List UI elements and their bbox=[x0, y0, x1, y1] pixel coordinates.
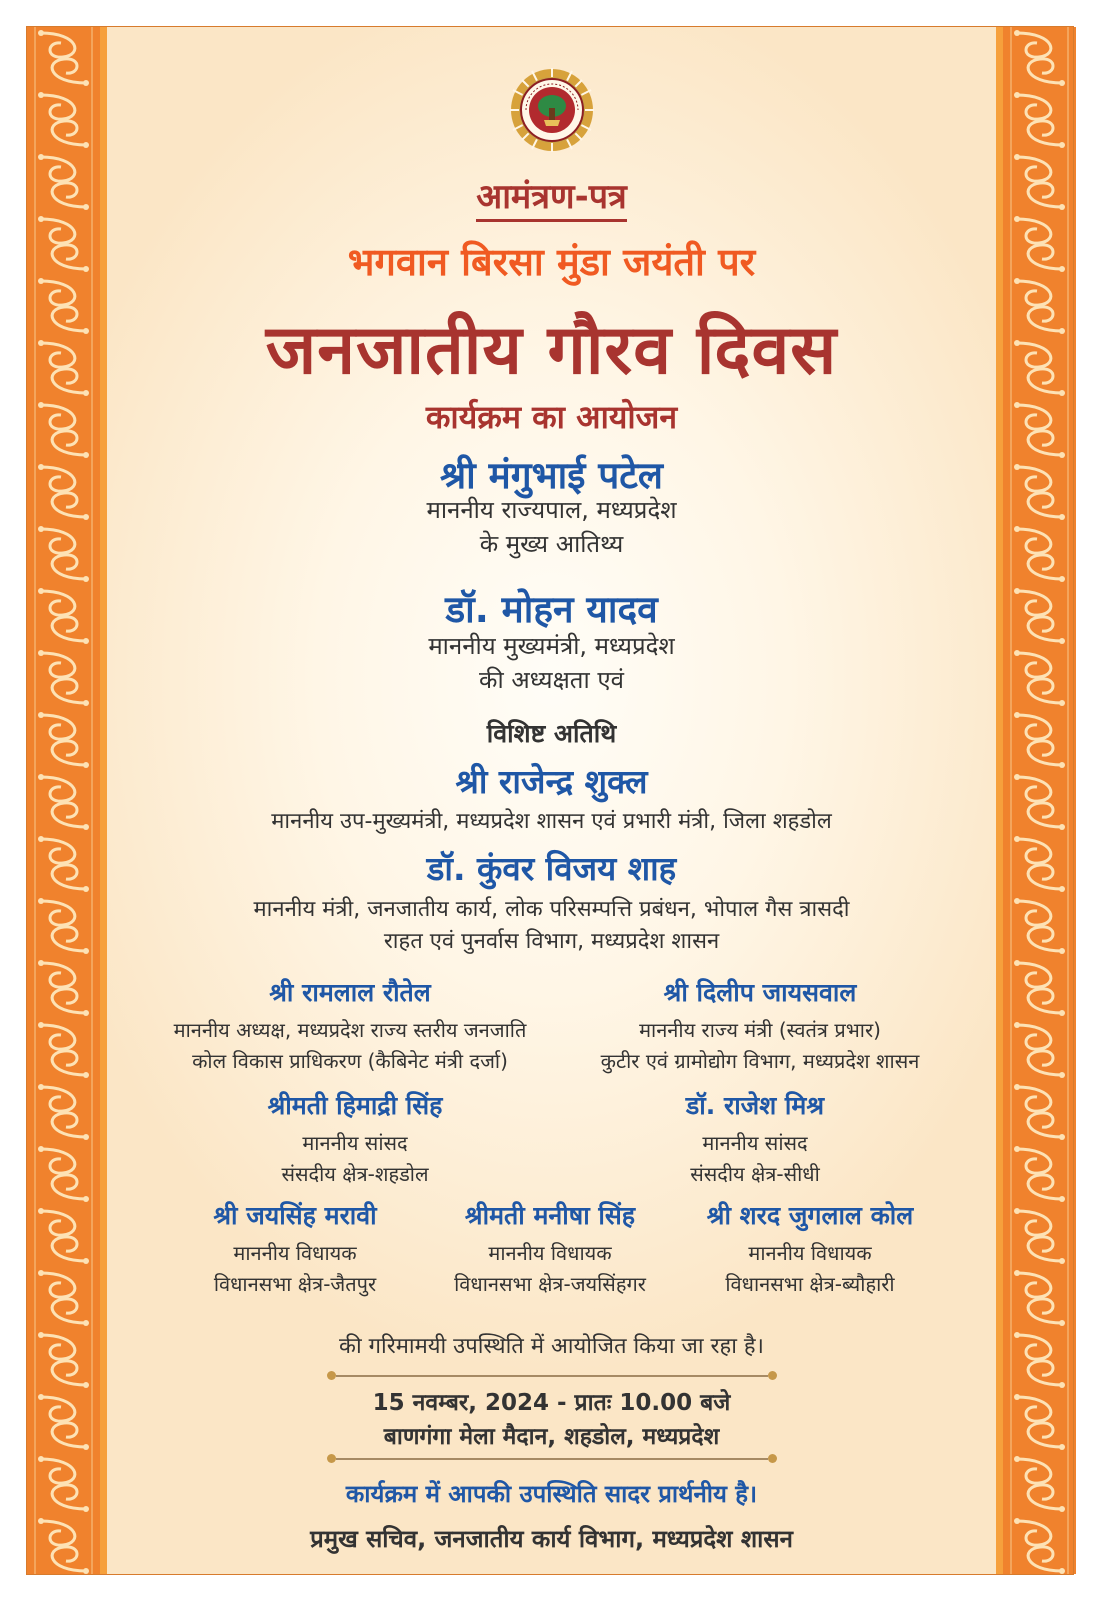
guest-card bbox=[560, 975, 960, 1077]
guest-card bbox=[400, 1198, 700, 1300]
guest-department: कोल विकास प्राधिकरण (कैबिनेट मंत्री दर्जा) bbox=[192, 1049, 508, 1073]
special-guest-name: डॉ. कुंवर विजय शाह bbox=[426, 849, 677, 888]
guest-card bbox=[140, 975, 560, 1077]
guest-name: डॉ. राजेश मिश्र bbox=[685, 1091, 825, 1120]
mp-government-emblem-icon bbox=[510, 68, 594, 152]
guest-name: श्री शरद जुगलाल कोल bbox=[706, 1201, 914, 1230]
divider-dot bbox=[327, 1371, 336, 1380]
chief-guest-name: श्री मंगुभाई पटेल bbox=[439, 454, 663, 497]
divider-line bbox=[336, 1375, 768, 1377]
guest-card bbox=[660, 1198, 960, 1300]
guest-name: श्रीमती हिमाद्री सिंह bbox=[267, 1091, 443, 1120]
guest-card bbox=[600, 1088, 910, 1190]
guest-name: श्री रामलाल रौतेल bbox=[269, 978, 431, 1007]
event-venue: बाणगंगा मेला मैदान, शहडोल, मध्यप्रदेश bbox=[383, 1424, 720, 1450]
guest-constituency: संसदीय क्षेत्र-सीधी bbox=[690, 1162, 820, 1186]
event-subtitle: कार्यक्रम का आयोजन bbox=[425, 398, 678, 436]
divider-dot bbox=[327, 1454, 336, 1463]
special-guest-designation: माननीय मंत्री, जनजातीय कार्य, लोक परिसम्पत्ति प्रबंधन, भोपाल गैस त्रासदी bbox=[253, 897, 850, 922]
guest-designation: माननीय विधायक bbox=[233, 1241, 357, 1265]
guest-card bbox=[150, 1198, 440, 1300]
divider-dot bbox=[768, 1371, 777, 1380]
occasion-line: भगवान बिरसा मुंडा जयंती पर bbox=[347, 240, 756, 284]
chief-guest-role: के मुख्य आतिथ्य bbox=[479, 530, 624, 558]
special-guest-name: श्री राजेन्द्र शुक्ल bbox=[455, 762, 648, 801]
presiding-guest-name: डॉ. मोहन यादव bbox=[445, 588, 658, 631]
guest-designation: माननीय सांसद bbox=[702, 1131, 808, 1155]
guest-department: कुटीर एवं ग्रामोद्योग विभाग, मध्यप्रदेश शासन bbox=[600, 1049, 920, 1073]
presiding-guest-designation: माननीय मुख्यमंत्री, मध्यप्रदेश bbox=[428, 632, 675, 660]
guest-designation: माननीय विधायक bbox=[748, 1241, 872, 1265]
divider-line bbox=[336, 1458, 768, 1460]
guest-constituency: विधानसभा क्षेत्र-जयसिंहगर bbox=[454, 1272, 646, 1296]
guest-name: श्री जयसिंह मरावी bbox=[213, 1201, 377, 1230]
special-guest-designation: माननीय उप-मुख्यमंत्री, मध्यप्रदेश शासन एवं प्रभारी मंत्री, जिला शहडोल bbox=[271, 809, 832, 834]
special-guest-department: राहत एवं पुनर्वास विभाग, मध्यप्रदेश शासन bbox=[383, 929, 720, 954]
divider-dot bbox=[768, 1454, 777, 1463]
guest-designation: माननीय विधायक bbox=[488, 1241, 612, 1265]
presiding-guest-role: की अध्यक्षता एवं bbox=[479, 666, 624, 694]
guest-card bbox=[200, 1088, 510, 1190]
chief-guest-designation: माननीय राज्यपाल, मध्यप्रदेश bbox=[426, 496, 677, 524]
event-title: जनजातीय गौरव दिवस bbox=[265, 310, 838, 390]
guest-name: श्री दिलीप जायसवाल bbox=[663, 978, 857, 1007]
guest-constituency: विधानसभा क्षेत्र-जैतपुर bbox=[213, 1272, 377, 1296]
request-line: कार्यक्रम में आपकी उपस्थिति सादर प्रार्थनीय है। bbox=[345, 1480, 758, 1508]
guest-name: श्रीमती मनीषा सिंह bbox=[464, 1201, 636, 1230]
guest-constituency: संसदीय क्षेत्र-शहडोल bbox=[281, 1162, 429, 1186]
guest-constituency: विधानसभा क्षेत्र-ब्यौहारी bbox=[725, 1272, 895, 1296]
guest-designation: माननीय अध्यक्ष, मध्यप्रदेश राज्य स्तरीय जनजाति bbox=[173, 1018, 527, 1042]
guest-designation: माननीय सांसद bbox=[302, 1131, 408, 1155]
presence-line: की गरिमामयी उपस्थिति में आयोजित किया जा रहा है। bbox=[339, 1334, 764, 1359]
guest-designation: माननीय राज्य मंत्री (स्वतंत्र प्रभार) bbox=[639, 1018, 881, 1042]
special-guests-heading: विशिष्ट अतिथि bbox=[486, 719, 617, 748]
issuer-footer: प्रमुख सचिव, जनजातीय कार्य विभाग, मध्यप्रदेश शासन bbox=[310, 1525, 793, 1553]
event-datetime: 15 नवम्बर, 2024 - प्रातः 10.00 बजे bbox=[372, 1390, 731, 1416]
invitation-title: आमंत्रण-पत्र bbox=[107, 172, 996, 218]
